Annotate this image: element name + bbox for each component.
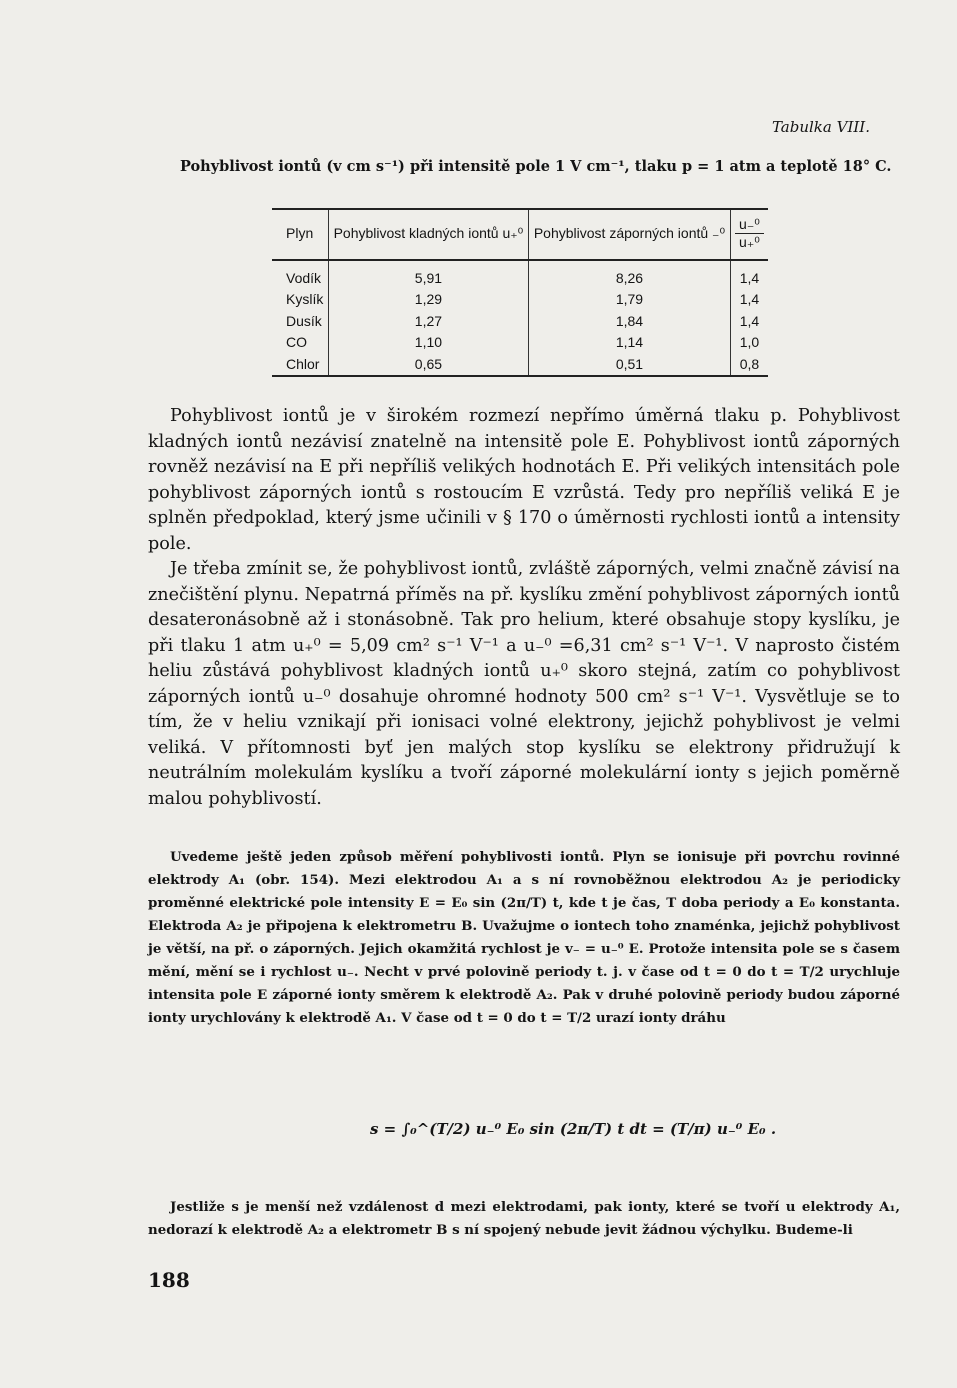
cell-positive: 1,10	[328, 332, 528, 354]
table-body	[272, 260, 768, 376]
table-row	[272, 310, 768, 332]
cell-ratio: 1,4	[739, 291, 760, 308]
cell-positive: 0,65	[328, 353, 528, 376]
main-text	[148, 404, 900, 812]
paragraph-impurity: Je třeba zmínit se, že pohyblivost iontů, zvláště záporných, velmi značně závisí na znečištění plynu. Nepatrná příměs na př. kyslíku změní pohyblivost záporných iontů desateronásobně až i stonásobně. Tak pro helium, které obsahuje stopy kyslíku, je při tlaku 1 atm u₊⁰ = 5,09 cm² s⁻¹ V⁻¹ a u₋⁰ =6,31 cm² s⁻¹ V⁻¹. V naprosto čistém heliu zůstává pohyblivost kladných iontů u₊⁰ skoro stejná, zatím co pohyblivost záporných iontů u₋⁰ dosahuje ohromné hodnoty 500 cm² s⁻¹ V⁻¹. Vysvětluje se to tím, že v heliu vznikají při ionisaci volné elektrony, jejichž pohyblivost je velmi veliká. V přítomnosti byť jen malých stop kyslíku se elektrony přidružují k neutrálním molekulám kyslíku a tvoří záporné molekulární ionty s jejich poměrně malou pohyblivostí.	[148, 559, 900, 809]
cell-negative: 1,14	[529, 332, 731, 354]
cell-positive: 1,29	[328, 289, 528, 311]
path-integral-formula: s = ∫₀^(T/2) u₋⁰ E₀ sin (2π/T) t dt = (T/π) u₋⁰ E₀ .	[370, 1120, 777, 1138]
cell-ratio: 1,4	[739, 312, 760, 329]
table-row	[272, 289, 768, 311]
mobility-table	[272, 208, 768, 377]
cell-positive: 1,27	[328, 310, 528, 332]
header-positive-label: Pohyblivost kladných iontů u₊⁰	[333, 225, 524, 241]
cell-gas: Vodík	[272, 260, 328, 289]
table-row	[272, 353, 768, 376]
cell-negative: 1,79	[529, 289, 731, 311]
ratio-denominator: u₊⁰	[739, 234, 760, 250]
table-row	[272, 332, 768, 354]
table-row	[272, 260, 768, 289]
cell-gas: CO	[272, 332, 328, 354]
ratio-fraction	[735, 216, 764, 251]
cell-negative: 0,51	[529, 353, 731, 376]
paragraph-mobility-pressure: Pohyblivost iontů je v širokém rozmezí nepřímo úměrná tlaku p. Pohyblivost kladných iontů nezávisí znatelně na intensitě pole E. Pohyblivost iontů záporných rovněž nezávisí na E při nepříliš velikých hodnotách E. Při velikých intensitách pole pohyblivost záporných iontů s rostoucím E vzrůstá. Tedy pro nepříliš veliká E je splněn předpoklad, který jsme učinili v § 170 o úměrnosti rychlosti iontů a intensity pole.	[148, 406, 900, 554]
small-text-continued	[148, 1196, 900, 1242]
header-gas: Plyn	[272, 209, 328, 260]
small-text	[148, 846, 900, 1030]
cell-gas: Chlor	[272, 353, 328, 376]
header-ratio	[730, 209, 768, 260]
table-title: Pohyblivost iontů (v cm s⁻¹) při intensitě pole 1 V cm⁻¹, tlaku p = 1 atm a teplotě 18° C.	[180, 158, 892, 175]
header-negative-label: Pohyblivost záporných iontů ₋⁰	[533, 225, 726, 241]
ratio-numerator: u₋⁰	[735, 216, 764, 234]
page-number: 188	[148, 1268, 190, 1292]
cell-gas: Kyslík	[272, 289, 328, 311]
table-header-row	[272, 209, 768, 260]
cell-ratio: 1,0	[739, 334, 760, 351]
cell-ratio: 0,8	[739, 355, 760, 372]
cell-positive: 5,91	[328, 260, 528, 289]
cell-negative: 1,84	[529, 310, 731, 332]
header-positive-mobility	[328, 209, 528, 260]
paragraph-electrometer: Jestliže s je menší než vzdálenost d mezi elektrodami, pak ionty, které se tvoří u elektrody A₁, nedorazí k elektrodě A₂ a elektrometr B s ní spojený nebude jevit žádnou výchylku. Budeme-li	[148, 1199, 900, 1238]
cell-ratio: 1,4	[739, 269, 760, 286]
cell-gas: Dusík	[272, 310, 328, 332]
cell-negative: 8,26	[529, 260, 731, 289]
table-caption: Tabulka VIII.	[771, 118, 870, 136]
paragraph-measurement-method: Uvedeme ještě jeden způsob měření pohyblivosti iontů. Plyn se ionisuje při povrchu rovinné elektrody A₁ (obr. 154). Mezi elektrodou A₁ a s ní rovnoběžnou elektrodou A₂ je periodicky proměnné elektrické pole intensity E = E₀ sin (2π/T) t, kde t je čas, T doba periody a E₀ konstanta. Elektroda A₂ je připojena k elektrometru B. Uvažujme o iontech toho znaménka, jejichž pohyblivost je větší, na př. o záporných. Jejich okamžitá rychlost je v₋ = u₋⁰ E. Protože intensita pole se s časem mění, mění se i rychlost u₋. Necht v prvé polovině periody t. j. v čase od t = 0 do t = T/2 urychluje intensita pole E záporné ionty směrem k elektrodě A₂. Pak v druhé polovině periody budou záporné ionty urychlovány k elektrodě A₁. V čase od t = 0 do t = T/2 urazí ionty dráhu	[148, 849, 900, 1026]
header-negative-mobility	[529, 209, 731, 260]
